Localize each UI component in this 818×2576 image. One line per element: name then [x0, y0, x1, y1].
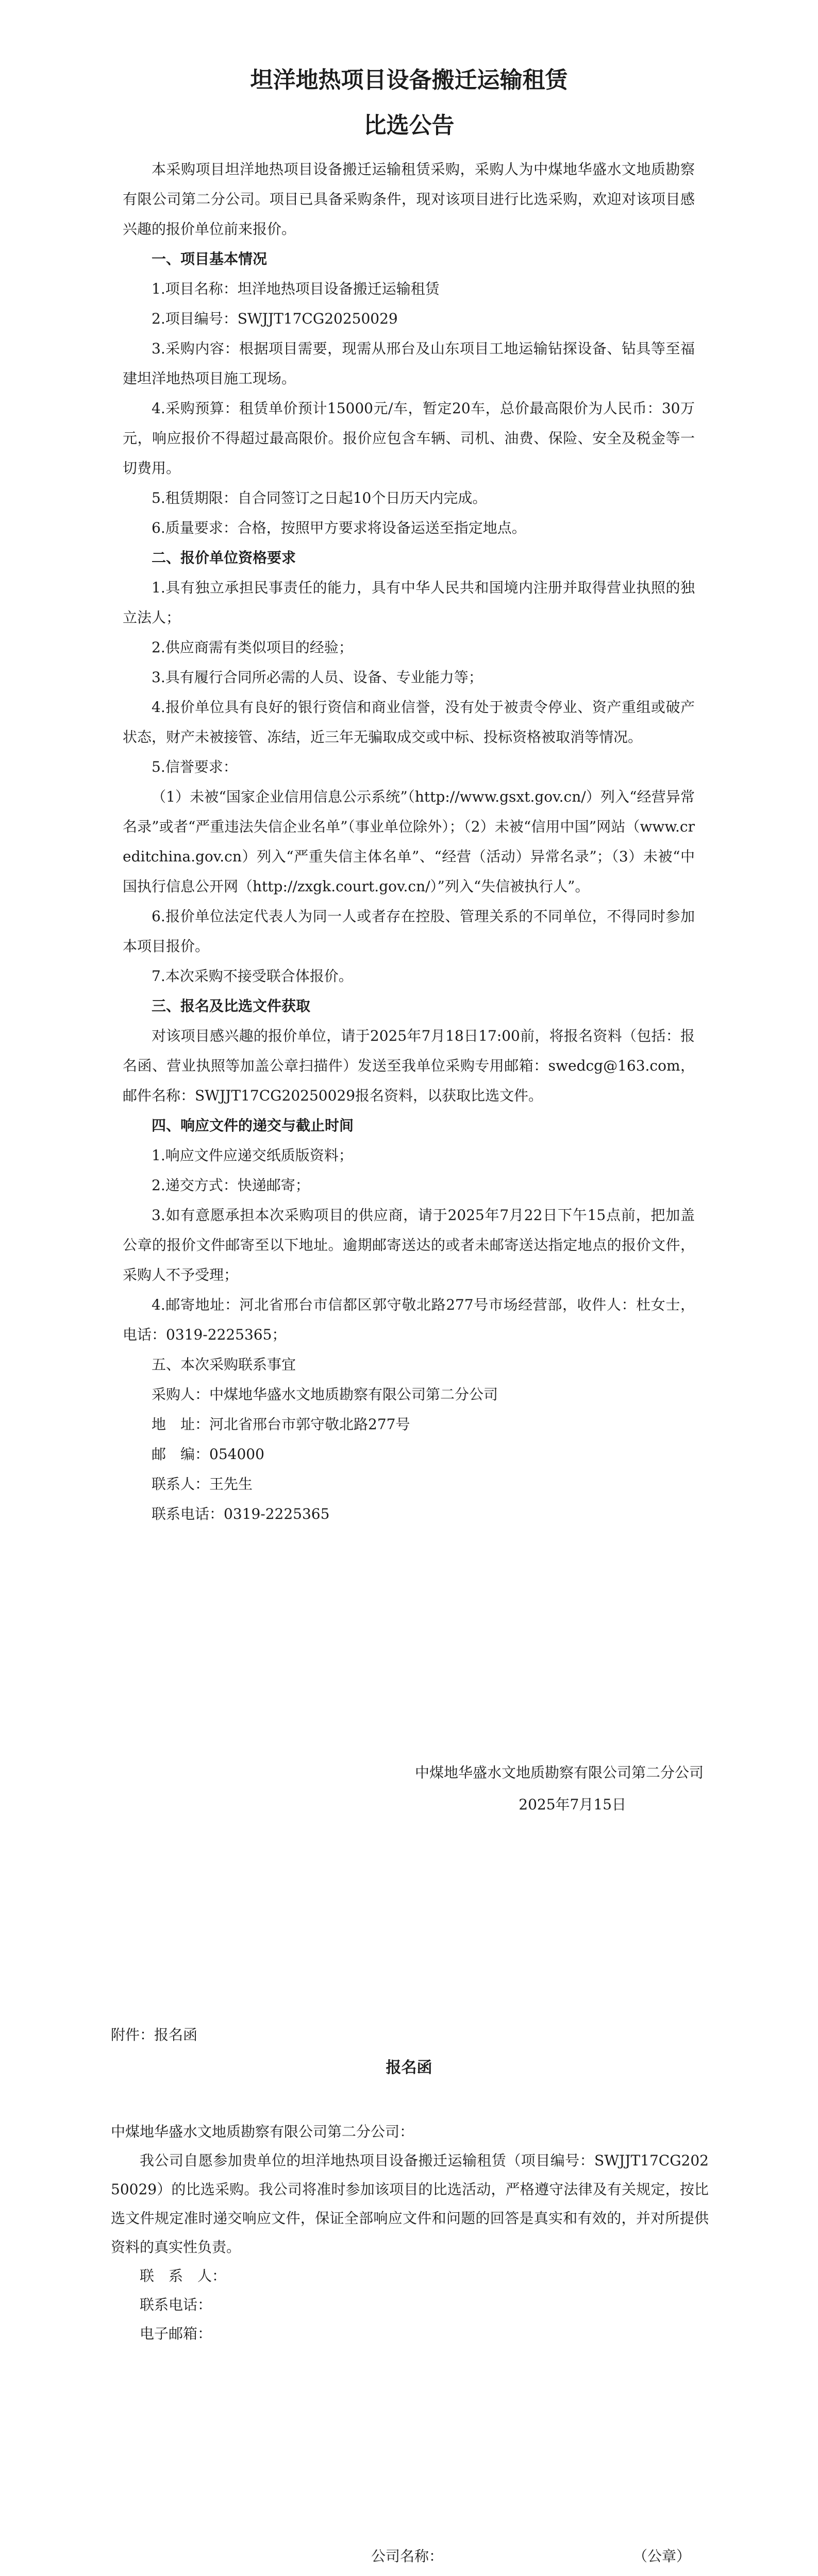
- section-heading-submission: 四、响应文件的递交与截止时间: [152, 1117, 354, 1134]
- qualification-item: 6.报价单位法定代表人为同一人或者存在控股、管理关系的不同单位，不得同时参加本项目报价。: [123, 908, 695, 955]
- project-number: 2.项目编号：SWJJT17CG20250029: [152, 310, 398, 327]
- document-title: 坦洋地热项目设备搬迁运输租赁: [250, 67, 568, 93]
- contact-purchaser: 采购人：中煤地华盛水文地质勘察有限公司第二分公司: [152, 1386, 498, 1403]
- day-label: [670, 2573, 684, 2576]
- section-heading-qualifications: 二、报价单位资格要求: [152, 549, 296, 566]
- section-heading-contact: 五、本次采购联系事宜: [152, 1356, 296, 1373]
- registration-form: [111, 2117, 709, 2348]
- company-name-label: 公司名称：: [371, 2548, 444, 2565]
- submission-item: 3.如有意愿承担本次采购项目的供应商，请于2025年7月22日下午15点前，把加盖公章的报价文件邮寄至以下地址。逾期邮寄送达的或者未邮寄送达指定地点的报价文件，采购人不予受理；: [123, 1207, 695, 1283]
- contact-person: 联系人：王先生: [152, 1476, 253, 1493]
- issuer-signature: [415, 1757, 704, 1821]
- form-contact-person-label: 联 系 人：: [140, 2267, 227, 2284]
- form-addressee: 中煤地华盛水文地质勘察有限公司第二分公司：: [111, 2123, 414, 2140]
- qualification-item: 4.报价单位具有良好的银行资信和商业信誉，没有处于被责令停业、资产重组或破产状态，财产未被接管、冻结，近三年无骗取成交或中标、投标资格被取消等情况。: [123, 699, 695, 745]
- qualification-item: 3.具有履行合同所必需的人员、设备、专业能力等；: [152, 669, 483, 686]
- qualification-item: 7.本次采购不接受联合体报价。: [152, 968, 353, 985]
- issue-date: 2025年7月15日: [519, 1796, 626, 1813]
- form-contact-phone-label: 联系电话：: [140, 2296, 212, 2313]
- section-heading-registration: 三、报名及比选文件获取: [152, 997, 311, 1014]
- procurement-budget: 4.采购预算：租赁单价预计15000元/车，暂定20车，总价最高限价为人民币：30万元，响应报价不得超过最高限价。报价应包含车辆、司机、油费、保险、安全及税金等一切费用。: [123, 400, 695, 477]
- lease-period: 5.租赁期限：自合同签订之日起10个日历天内完成。: [152, 489, 487, 506]
- credit-requirement-detail: （1）未被“国家企业信用信息公示系统”（http://www.gsxt.gov.cn/）列入“经营异常名录”或者“严重违法失信企业名单”（事业单位除外）；（2）未被“信用中国”网站（www.creditchina.gov.cn）列入“严重失信主体名单”、“经营（活动）异常名录”；（3）未被“中国执行信息公开网（http://zxgk.court.gov.cn/）”列入“失信被执行人”。: [123, 788, 695, 895]
- form-date-row: [371, 2573, 691, 2576]
- issuer-company: 中煤地华盛水文地质勘察有限公司第二分公司: [414, 1764, 704, 1781]
- intro-paragraph: 本采购项目坦洋地热项目设备搬迁运输租赁采购，采购人为中煤地华盛水文地质勘察有限公司第二分公司。项目已具备采购条件，现对该项目进行比选采购，欢迎对该项目感兴趣的报价单位前来报价。: [123, 161, 695, 238]
- form-email-label: 电子邮箱：: [140, 2325, 212, 2342]
- document-subtitle: 比选公告: [363, 112, 455, 139]
- seal-label: （公章）: [632, 2548, 691, 2565]
- registration-form-title: 报名函: [386, 2059, 432, 2077]
- contact-address: 地 址：河北省邢台市郭守敬北路277号: [152, 1416, 410, 1433]
- project-name: 1.项目名称：坦洋地热项目设备搬迁运输租赁: [152, 280, 440, 297]
- year-label: [540, 2573, 555, 2576]
- announcement-body: [123, 155, 695, 1529]
- contact-phone: 联系电话：0319-2225365: [152, 1505, 330, 1522]
- section-heading-basic-info: 一、项目基本情况: [152, 250, 268, 267]
- qualification-item: 5.信誉要求：: [152, 758, 238, 775]
- form-signature-block: [371, 2540, 691, 2576]
- attachment-label: 附件：报名函: [111, 2026, 198, 2043]
- submission-item: 2.递交方式：快递邮寄；: [152, 1177, 310, 1194]
- submission-item: 1.响应文件应递交纸质版资料；: [152, 1147, 353, 1164]
- qualification-item: 2.供应商需有类似项目的经验；: [152, 639, 353, 656]
- registration-instructions: 对该项目感兴趣的报价单位，请于2025年7月18日17:00前，将报名资料（包括：报名函、营业执照等加盖公章扫描件）发送至我单位采购专用邮箱：swedcg@163.com，邮件名称：SWJJT17CG20250029报名资料，以获取比选文件。: [123, 1027, 695, 1104]
- form-body: 我公司自愿参加贵单位的坦洋地热项目设备搬迁运输租赁（项目编号：SWJJT17CG20250029）的比选采购。我公司将准时参加该项目的比选活动，严格遵守法律及有关规定，按比选文件规定准时递交响应文件，保证全部响应文件和问题的回答是真实和有效的，并对所提供资料的真实性负责。: [111, 2152, 709, 2256]
- procurement-content: 3.采购内容：根据项目需要，现需从邢台及山东项目工地运输钻探设备、钻具等至福建坦洋地热项目施工现场。: [123, 340, 695, 387]
- date-label: [412, 2573, 485, 2576]
- quality-requirement: 6.质量要求：合格，按照甲方要求将设备运送至指定地点。: [152, 519, 526, 536]
- qualification-item: 1.具有独立承担民事责任的能力，具有中华人民共和国境内注册并取得营业执照的独立法人；: [123, 579, 695, 626]
- submission-item: 4.邮寄地址：河北省邢台市信都区郭守敬北路277号市场经营部，收件人：杜女士，电话：0319-2225365；: [123, 1296, 695, 1343]
- month-label: [605, 2573, 620, 2576]
- contact-postcode: 邮 编：054000: [152, 1446, 264, 1463]
